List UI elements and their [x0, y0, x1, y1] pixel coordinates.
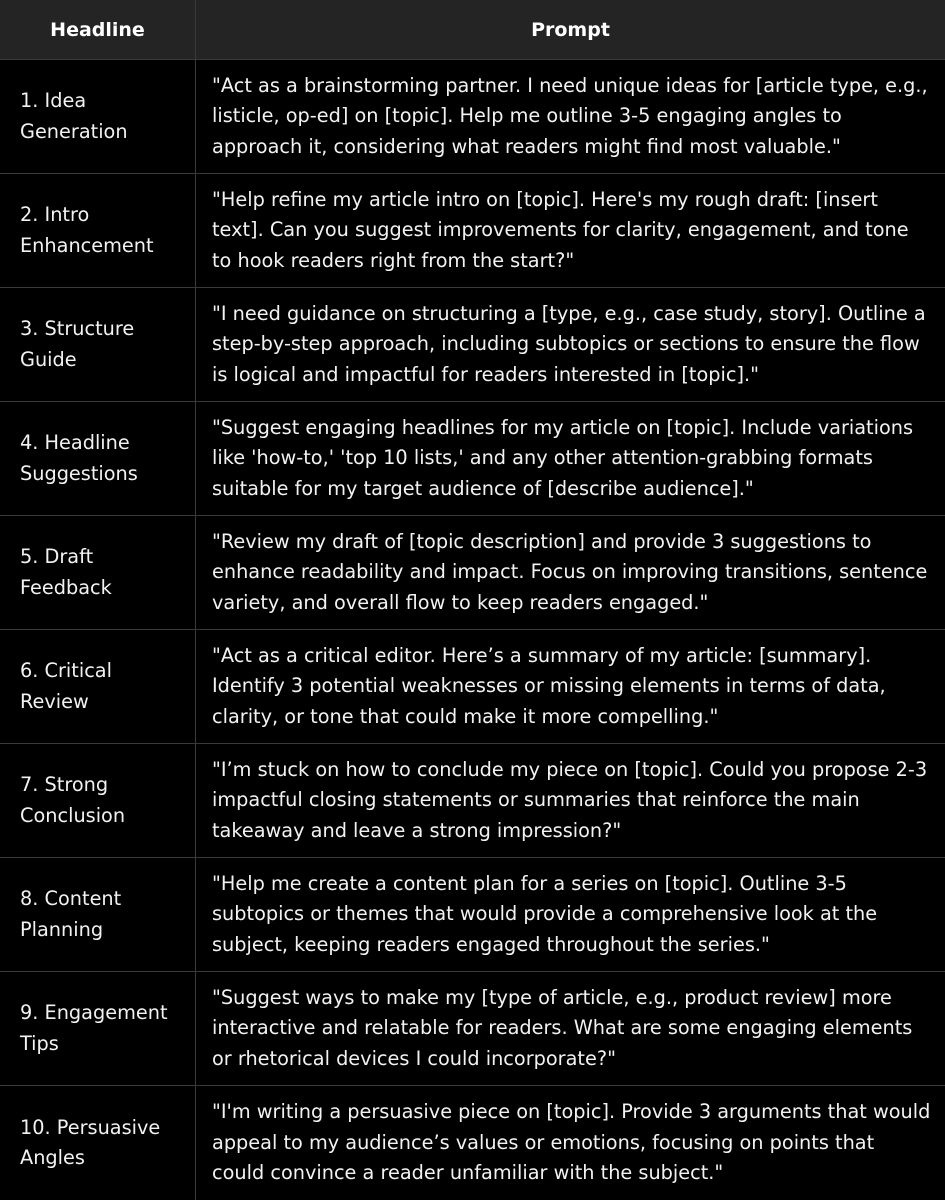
row-headline: 3. Structure Guide: [0, 288, 196, 401]
row-headline: 7. Strong Conclusion: [0, 744, 196, 857]
table-row: [0, 629, 945, 743]
table-row: [0, 401, 945, 515]
table-row: [0, 857, 945, 971]
table-row: [0, 59, 945, 173]
row-prompt: "Help me create a content plan for a series on [topic]. Outline 3-5 subtopics or themes that would provide a comprehensive look at the subject, keeping readers engaged throughout the series.": [212, 871, 878, 956]
row-headline: 2. Intro Enhancement: [0, 174, 196, 287]
row-headline: 9. Engagement Tips: [0, 972, 196, 1085]
table-row: [0, 515, 945, 629]
row-prompt: "I need guidance on structuring a [type, e.g., case study, story]. Outline a step-by-step approach, including subtopics or sections to ensure the flow is logical and impactful for readers interested in [topic].": [212, 301, 926, 386]
row-headline: 10. Persuasive Angles: [0, 1086, 196, 1200]
table-row: [0, 743, 945, 857]
row-headline: 4. Headline Suggestions: [0, 402, 196, 515]
row-headline: 5. Draft Feedback: [0, 516, 196, 629]
row-prompt: "Review my draft of [topic description] and provide 3 suggestions to enhance readability and impact. Focus on improving transitions, sentence variety, and overall flow to keep readers engaged.": [212, 529, 928, 614]
table-row: [0, 971, 945, 1085]
row-prompt: "I'm writing a persuasive piece on [topic]. Provide 3 arguments that would appeal to my audience’s values or emotions, focusing on points that could convince a reader unfamiliar with the subject.": [212, 1100, 931, 1185]
row-headline: 6. Critical Review: [0, 630, 196, 743]
table-row: [0, 1085, 945, 1200]
row-prompt: "Suggest ways to make my [type of article, e.g., product review] more interactive and relatable for readers. What are some engaging elements or rhetorical devices I could incorporate?": [212, 985, 913, 1070]
table-header: [0, 0, 945, 59]
row-prompt: "I’m stuck on how to conclude my piece on [topic]. Could you propose 2-3 impactful closing statements or summaries that reinforce the main takeaway and leave a strong impression?": [212, 757, 928, 842]
row-prompt: "Help refine my article intro on [topic]. Here's my rough draft: [insert text]. Can you suggest improvements for clarity, engagement, and tone to hook readers right from the start?": [212, 187, 909, 272]
header-prompt: Prompt: [531, 18, 610, 41]
row-prompt: "Act as a critical editor. Here’s a summary of my article: [summary]. Identify 3 potential weaknesses or missing elements in terms of data, clarity, or tone that could make it more compelling.": [212, 643, 886, 728]
row-prompt: "Act as a brainstorming partner. I need unique ideas for [article type, e.g., listicle, op-ed] on [topic]. Help me outline 3-5 engaging angles to approach it, considering what readers might find most valuable.": [212, 73, 928, 158]
row-prompt: "Suggest engaging headlines for my article on [topic]. Include variations like 'how-to,' 'top 10 lists,' and any other attention-grabbing formats suitable for my target audience of [describe audience].": [212, 415, 914, 500]
row-headline: 8. Content Planning: [0, 858, 196, 971]
table-row: [0, 287, 945, 401]
header-headline: Headline: [0, 0, 196, 59]
row-headline: 1. Idea Generation: [0, 60, 196, 173]
table-row: [0, 173, 945, 287]
